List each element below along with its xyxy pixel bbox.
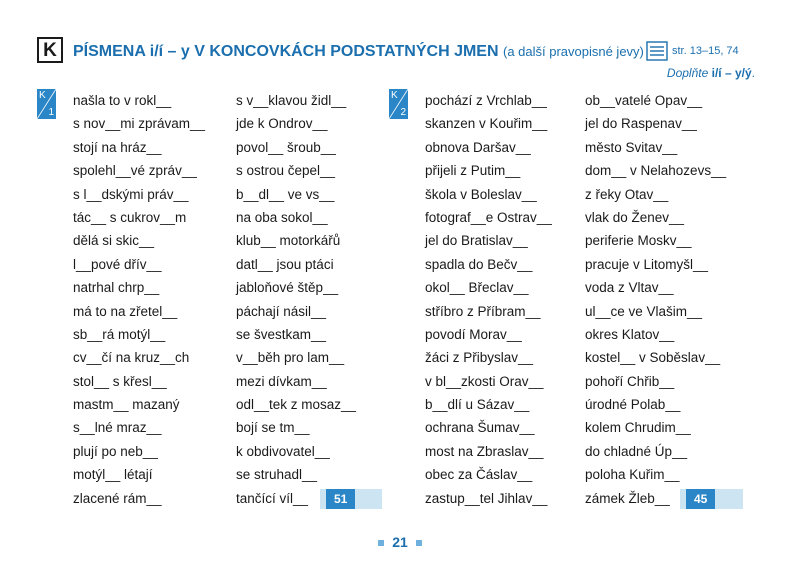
exercise-badge-2 bbox=[389, 89, 408, 119]
exercise-item: okres Klatov__ bbox=[585, 326, 675, 342]
exercise-item: most na Zbraslav__ bbox=[425, 443, 544, 459]
exercise-item: žáci z Přibyslav__ bbox=[425, 350, 534, 366]
exercise-item: k obdivovatel__ bbox=[236, 443, 330, 459]
exercise-item: pochází z Vrchlab__ bbox=[425, 93, 547, 108]
exercise-badge-1 bbox=[37, 89, 56, 119]
exercise-item: přijeli z Putim__ bbox=[425, 163, 521, 179]
exercise-item: spadla do Bečv__ bbox=[425, 256, 533, 272]
exercise-item: stojí na hráz__ bbox=[73, 139, 162, 155]
exercise-item: jel do Raspenav__ bbox=[585, 116, 697, 132]
exercise-item: v__běh pro lam__ bbox=[236, 350, 345, 366]
exercise-item: odl__tek z mosaz__ bbox=[236, 397, 357, 413]
count-value: 45 bbox=[686, 489, 715, 509]
exercise-item: sb__rá motýl__ bbox=[73, 326, 166, 342]
exercise-item: zlacené rám__ bbox=[73, 490, 162, 506]
exercise-item: fotograf__e Ostrav__ bbox=[425, 209, 552, 225]
exercise-item: jde k Ondrov__ bbox=[236, 116, 328, 132]
exercise-item: dom__ v Nelahozevs__ bbox=[585, 163, 727, 179]
exercise-2-count bbox=[680, 489, 743, 509]
exercise-item: bojí se tm__ bbox=[236, 420, 310, 436]
exercise-item: se struhadl__ bbox=[236, 467, 318, 483]
exercise-item: jel do Bratislav__ bbox=[425, 233, 528, 249]
exercise-item: zastup__tel Jihlav__ bbox=[425, 490, 548, 506]
instruction-hint: Doplňte bbox=[666, 66, 712, 80]
exercise-item: skanzen v Kouřim__ bbox=[425, 116, 548, 132]
exercise-2-column-1 bbox=[425, 89, 552, 510]
exercise-item: obnova Daršav__ bbox=[425, 139, 531, 155]
exercise-item: našla to v rokl__ bbox=[73, 93, 172, 108]
page-reference: str. 13–15, 74 bbox=[672, 45, 739, 57]
chapter-letter-badge: K bbox=[37, 37, 63, 63]
exercise-item: povodí Morav__ bbox=[425, 326, 522, 342]
instruction-letters: i/í – y/ý bbox=[711, 66, 752, 80]
exercise-item: na oba sokol__ bbox=[236, 209, 328, 225]
exercise-item: plují po neb__ bbox=[73, 443, 158, 459]
exercise-item: spolehl__vé zpráv__ bbox=[73, 163, 197, 179]
exercise-badge-letter: K bbox=[391, 90, 398, 101]
exercise-item: datl__ jsou ptáci bbox=[236, 256, 334, 272]
page-title bbox=[73, 43, 644, 61]
exercise-item: cv__čí na kruz__ch bbox=[73, 350, 190, 366]
exercise-item: úrodné Polab__ bbox=[585, 397, 681, 413]
title-main: PÍSMENA i/í – y V KONCOVKÁCH PODSTATNÝCH JMEN bbox=[73, 43, 499, 60]
exercise-item: město Svitav__ bbox=[585, 139, 678, 155]
exercise-badge-letter: K bbox=[39, 90, 46, 101]
page-footer bbox=[0, 534, 800, 550]
exercise-item: mastm__ mazaný bbox=[73, 397, 180, 413]
exercise-item: vlak do Ženev__ bbox=[585, 209, 685, 225]
exercise-badge-number: 1 bbox=[48, 107, 54, 118]
count-value: 51 bbox=[326, 489, 355, 509]
exercise-item: voda z Vltav__ bbox=[585, 280, 674, 296]
exercise-item: povol__ šroub__ bbox=[236, 139, 336, 155]
exercise-item: ob__vatelé Opav__ bbox=[585, 93, 703, 108]
exercise-item: má to na zřetel__ bbox=[73, 303, 178, 319]
exercise-item: ochrana Šumav__ bbox=[425, 420, 535, 436]
exercise-item: motýl__ létají bbox=[73, 467, 153, 483]
exercise-item: klub__ motorkářů bbox=[236, 233, 341, 249]
exercise-1-count bbox=[320, 489, 382, 509]
exercise-item: z řeky Otav__ bbox=[585, 186, 669, 202]
exercise-item: páchají násil__ bbox=[236, 303, 327, 319]
exercise-item: s v__klavou židl__ bbox=[236, 93, 347, 108]
exercise-item: kostel__ v Soběslav__ bbox=[585, 350, 721, 366]
exercise-1-column-2 bbox=[236, 89, 356, 510]
exercise-item: b__dlí u Sázav__ bbox=[425, 397, 530, 413]
exercise-item: natrhal chrp__ bbox=[73, 280, 160, 296]
exercise-item: pohoří Chřib__ bbox=[585, 373, 675, 389]
exercise-item: dělá si skic__ bbox=[73, 233, 155, 249]
exercise-item: s l__dskými práv__ bbox=[73, 186, 189, 202]
instruction-end: . bbox=[751, 66, 755, 80]
exercise-item: kolem Chrudim__ bbox=[585, 420, 691, 436]
footer-square-icon bbox=[416, 540, 422, 546]
exercise-item: zámek Žleb__ bbox=[585, 490, 670, 506]
exercise-item: tančící víl__ bbox=[236, 490, 309, 506]
exercise-item: tác__ s cukrov__m bbox=[73, 209, 187, 225]
title-subtitle: (a další pravopisné jevy) bbox=[502, 44, 644, 59]
exercise-item: l__pové dřív__ bbox=[73, 256, 162, 272]
exercise-item: pracuje v Litomyšl__ bbox=[585, 256, 709, 272]
page-number: 21 bbox=[392, 534, 408, 550]
exercise-item: stol__ s křesl__ bbox=[73, 373, 167, 389]
exercise-item: periferie Moskv__ bbox=[585, 233, 692, 249]
exercise-item: ul__ce ve Vlašim__ bbox=[585, 303, 703, 319]
footer-square-icon bbox=[378, 540, 384, 546]
exercise-item: b__dl__ ve vs__ bbox=[236, 186, 335, 202]
exercise-item: mezi dívkam__ bbox=[236, 373, 327, 389]
exercise-item: v bl__zkosti Orav__ bbox=[425, 373, 544, 389]
exercise-item: s ostrou čepel__ bbox=[236, 163, 336, 179]
instruction bbox=[667, 66, 755, 80]
exercise-item: s__lné mraz__ bbox=[73, 420, 162, 436]
exercise-2-column-2 bbox=[585, 89, 726, 510]
exercise-item: poloha Kuřim__ bbox=[585, 467, 680, 483]
exercise-badge-number: 2 bbox=[400, 107, 406, 118]
list-icon bbox=[646, 41, 668, 61]
exercise-item: obec za Čáslav__ bbox=[425, 467, 533, 483]
exercise-item: stříbro z Příbram__ bbox=[425, 303, 541, 319]
exercise-item: do chladné Úp__ bbox=[585, 443, 688, 459]
exercise-item: se švestkam__ bbox=[236, 326, 327, 342]
exercise-item: jabloňové štěp__ bbox=[236, 280, 339, 296]
exercise-item: škola v Boleslav__ bbox=[425, 186, 537, 202]
exercise-1-column-1 bbox=[73, 89, 205, 510]
exercise-item: s nov__mi zprávam__ bbox=[73, 116, 206, 132]
exercise-item: okol__ Břeclav__ bbox=[425, 280, 529, 296]
